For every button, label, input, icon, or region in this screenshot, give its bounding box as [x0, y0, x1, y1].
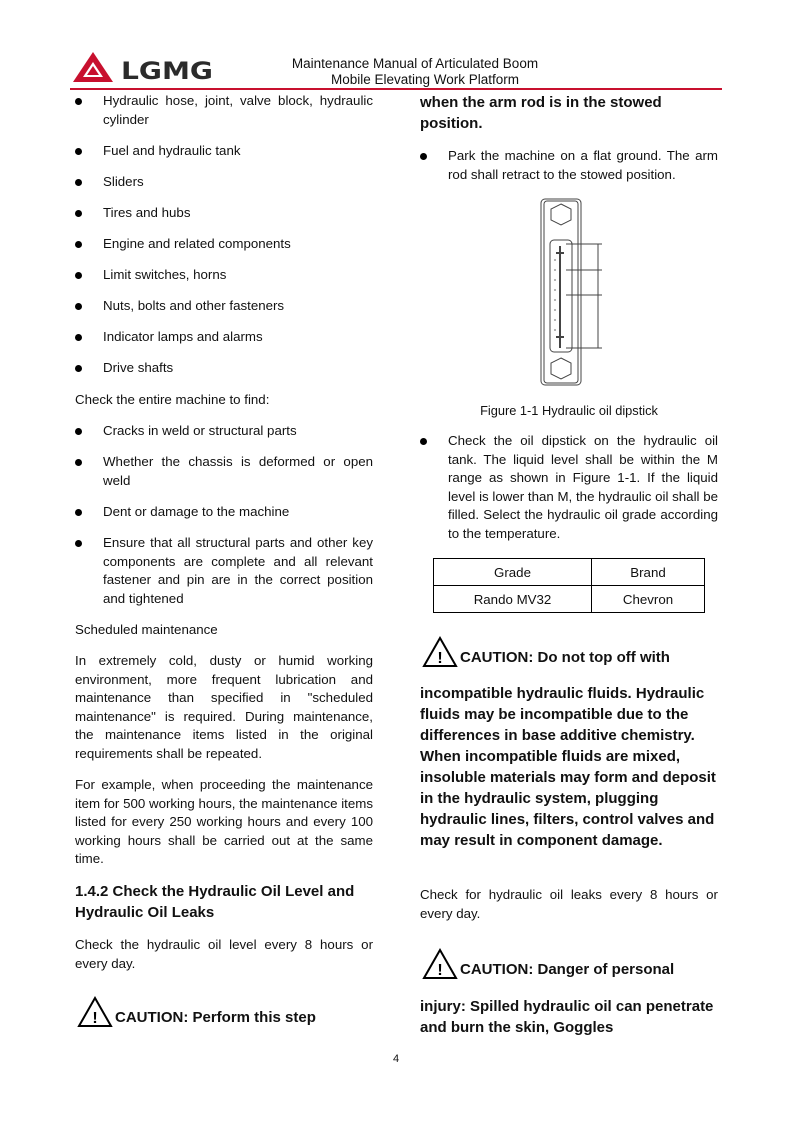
- table-header-brand: Brand: [592, 559, 705, 586]
- warning-icon: [422, 636, 458, 668]
- list-item: Engine and related components: [103, 235, 373, 254]
- header-divider: [70, 88, 722, 90]
- svg-text:!: !: [92, 1010, 98, 1027]
- list-item: Park the machine on a flat ground. The arm rod shall retract to the stowed position.: [448, 147, 718, 184]
- paragraph: Check the hydraulic oil level every 8 hours or every day.: [75, 937, 373, 971]
- svg-text:!: !: [437, 962, 443, 979]
- paragraph: In extremely cold, dusty or humid working environment, more frequent lubrication and maintenance than specified in "scheduled maintenance" is required. During maintenance, the maintenance items listed in the original requirements shall be repeated.: [75, 653, 373, 761]
- page-number: 4: [392, 1053, 400, 1065]
- caution-heading: ! CAUTION: Do not top off with: [422, 636, 722, 668]
- table-header-grade: Grade: [434, 559, 592, 586]
- figure-caption: Figure 1-1 Hydraulic oil dipstick: [480, 403, 658, 418]
- list-item: Whether the chassis is deformed or open weld: [103, 453, 373, 490]
- check-intro: Check the entire machine to find:: [75, 392, 270, 407]
- continued-heading: when the arm rod is in the stowed position.: [420, 94, 662, 132]
- list-item: Sliders: [103, 173, 373, 192]
- list-item: Indicator lamps and alarms: [103, 328, 373, 347]
- lgmg-logo: [73, 50, 215, 87]
- paragraph: Check for hydraulic oil leaks every 8 hours or every day.: [420, 887, 718, 921]
- caution-body: incompatible hydraulic fluids. Hydraulic fluids may be incompatible due to the differences in base additive chemistry. When incompatible fluids are mixed, insoluble materials may form and deposit in the hydraulic system, plugging hydraulic lines, filters, control valves and may result in component damage.: [420, 685, 716, 849]
- list-item: Check the oil dipstick on the hydraulic oil tank. The liquid level shall be within the M range as shown in Figure 1-1. If the liquid level is lower than M, the hydraulic oil shall be filled. Select the hydraulic oil grade according to the temperature.: [448, 432, 718, 544]
- list-item: Limit switches, horns: [103, 266, 373, 285]
- table-cell-brand: Chevron: [592, 586, 705, 613]
- list-item: Cracks in weld or structural parts: [103, 422, 373, 441]
- paragraph: For example, when proceeding the maintenance item for 500 working hours, the maintenance items listed for every 250 working hours and every 100 working hours shall be carried out at the same time.: [75, 777, 373, 867]
- warning-icon: [422, 948, 458, 980]
- section-heading: 1.4.2 Check the Hydraulic Oil Level and Hydraulic Oil Leaks: [75, 883, 355, 921]
- oil-grade-table: [433, 558, 705, 613]
- list-item: Drive shafts: [103, 359, 373, 378]
- list-item: Tires and hubs: [103, 204, 373, 223]
- list-item: Hydraulic hose, joint, valve block, hydraulic cylinder: [103, 92, 373, 129]
- list-item: Fuel and hydraulic tank: [103, 142, 373, 161]
- list-item: Ensure that all structural parts and other key components are complete and all relevant fastener and pin are in the correct position and tightened: [103, 534, 373, 608]
- svg-text:LGMG: LGMG: [121, 57, 213, 84]
- caution-heading: ! CAUTION: Perform this step: [77, 996, 377, 1028]
- svg-text:!: !: [437, 650, 443, 667]
- list-item: Nuts, bolts and other fasteners: [103, 297, 373, 316]
- header-title-line2: Mobile Elevating Work Platform: [330, 72, 520, 87]
- hydraulic-oil-dipstick-figure: [540, 198, 606, 391]
- list-item: Dent or damage to the machine: [103, 503, 373, 522]
- caution-heading: ! CAUTION: Danger of personal: [422, 948, 722, 980]
- table-cell-grade: Rando MV32: [434, 586, 592, 613]
- warning-icon: [77, 996, 113, 1028]
- header-title-line1: Maintenance Manual of Articulated Boom: [291, 56, 539, 71]
- caution-body: injury: Spilled hydraulic oil can penetrate and burn the skin, Goggles: [420, 998, 714, 1036]
- scheduled-maintenance-label: Scheduled maintenance: [75, 622, 218, 637]
